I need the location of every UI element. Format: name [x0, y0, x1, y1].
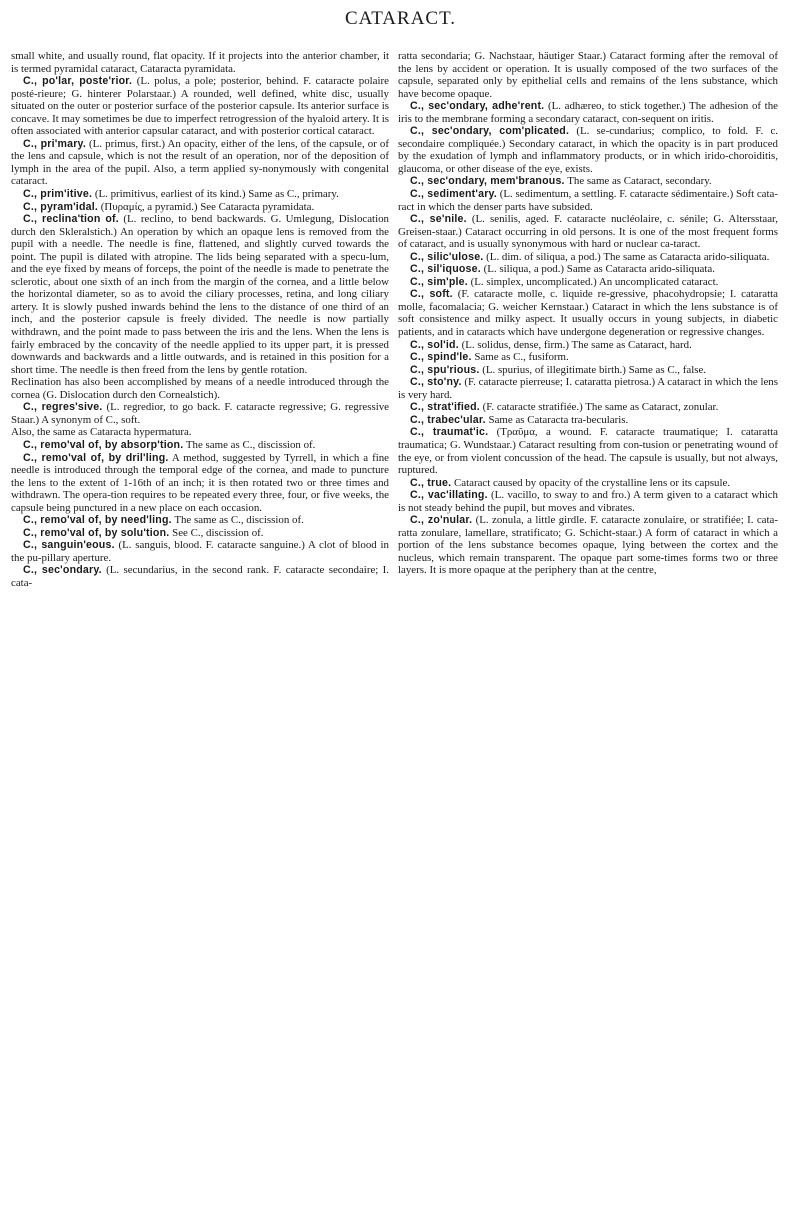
entry-text: (L. primitivus, earliest of its kind.) Same as C., primary. — [94, 188, 339, 201]
entry-headword: C., spind'le. — [410, 351, 472, 364]
right-column — [398, 50, 778, 1225]
entry-text: (L. reclino, to bend backwards. G. Umlegung, Dislocation durch den Skleralstich.) An operation by which an opaque lens is removed from the pupil with a needle. The needle is fine, flattened, and slightly curved towards the point. The pupil is dilated with atropine. The lids being separated with a specu-lum, and the eye fixed by means of forceps, the point of the needle is made to penetrate the sclerotic, about one sixth of an inch from the margin of the cornea, and a little below the horizontal diameter, so as to avoid the ciliary processes, retina, and long ciliary artery. It is slowly pushed inwards behind the lens to the distance of one third of an inch, and the posterior capsule is freely divided. The needle is now partially withdrawn, and the point made to pass between the iris and the lens. When the lens is fairly embraced by the concavity of the needle applied to its upper part, it is pressed downwards and backwards and a little outwards, and is retained in this position for a short time. The needle is then freed from the lens by gentle rotation. — [11, 213, 389, 376]
dictionary-entry — [398, 188, 778, 213]
dictionary-entry — [11, 213, 389, 376]
entry-text: (Πυραμίς, a pyramid.) See Cataracta pyramidata. — [100, 200, 315, 213]
dictionary-entry — [11, 564, 389, 589]
entry-text: Reclination has also been accomplished by means of a needle introduced through the cornea (G. Dislocation durch den Cornealstich). — [11, 376, 389, 401]
entry-headword: C., spu'rious. — [410, 363, 480, 376]
dictionary-entry — [398, 364, 778, 377]
entry-text: (L. siliqua, a pod.) Same as Cataracta arido-siliquata. — [483, 263, 715, 276]
entry-headword: C., reclina'tion of. — [23, 213, 119, 226]
dictionary-entry — [398, 351, 778, 364]
entry-text: The same as C., discission of. — [174, 514, 304, 527]
entry-headword: C., sil'iquose. — [410, 263, 481, 276]
entry-headword: C., sanguin'eous. — [23, 539, 115, 552]
dictionary-entry — [398, 514, 778, 577]
entry-headword: C., trabec'ular. — [410, 413, 486, 426]
entry-headword: C., remo'val of, by solu'tion. — [23, 526, 170, 539]
entry-text: The same as C., discission of. — [185, 438, 316, 451]
dictionary-entry — [398, 489, 778, 514]
entry-headword: C., silic'ulose. — [410, 250, 484, 263]
entry-text: (L. regredior, to go back. F. cataracte regressive; G. regressive Staar.) A synonym of C., soft. — [11, 401, 389, 426]
dictionary-entry — [398, 426, 778, 476]
entry-text: See C., discission of. — [172, 526, 264, 539]
entry-text: Same as C., fusiform. — [474, 351, 569, 364]
dictionary-entry — [398, 376, 778, 401]
dictionary-entry — [398, 477, 778, 490]
dictionary-entry — [11, 75, 389, 138]
entry-text: small white, and usually round, flat opacity. If it projects into the anterior chamber, it is termed pyramidal cataract, Cataracta pyramidata. — [11, 50, 389, 75]
entry-text: (L. adhæreo, to stick together.) The adhesion of the iris to the membrane forming a secondary cataract, con-sequent on iritis. — [398, 100, 778, 125]
entry-headword: C., remo'val of, by dril'ling. — [23, 451, 169, 464]
entry-text: (L. simplex, uncomplicated.) An uncomplicated cataract. — [470, 275, 719, 288]
entry-text: A method, suggested by Tyrrell, in which a fine needle is introduced through the temporal edge of the cornea, and made to puncture the lens to the extent of 1-16th of an inch; it is then rotated two or three times and withdrawn. The opera-tion requires to be repeated every three, four, or five weeks, the capsule being punctured in a new place on each occasion. — [11, 451, 389, 514]
entry-text: (F. cataracte molle, c. liquide re-gressive, phacohydropsie; I. cataratta molle, facomalacia; G. weicher Kernstaar.) Cataract in which the lens substance is of soft consistence and milky aspect. It usually occurs in young subjects, in diabetic patients, and in cataracts which have undergone degeneration or regressive changes. — [398, 288, 778, 339]
dictionary-entry — [398, 175, 778, 188]
entry-headword: C., sto'ny. — [410, 376, 462, 389]
entry-text: (L. solidus, dense, firm.) The same as Cataract, hard. — [461, 338, 692, 351]
dictionary-entry — [11, 188, 389, 201]
entry-text: (F. cataracte stratifiée.) The same as Cataract, zonular. — [482, 401, 719, 414]
entry-text: (F. cataracte pierreuse; I. cataratta pietrosa.) A cataract in which the lens is very hard. — [398, 376, 778, 401]
dictionary-entry — [11, 539, 389, 564]
dictionary-entry — [398, 276, 778, 289]
entry-headword: C., sec'ondary. — [23, 564, 102, 577]
dictionary-entry — [398, 213, 778, 251]
entry-headword: C., sec'ondary, mem'branous. — [410, 175, 565, 188]
entry-text: (L. secundarius, in the second rank. F. cataracte secondaire; I. cata- — [11, 564, 389, 589]
entry-text: (L. vacillo, to sway to and fro.) A term given to a cataract which is not steady behind the pupil, but moves and vibrates. — [398, 489, 778, 514]
dictionary-entry — [398, 50, 778, 100]
dictionary-entry — [398, 263, 778, 276]
dictionary-entry — [398, 401, 778, 414]
entry-headword: C., se'nile. — [410, 213, 467, 226]
dictionary-entry — [11, 50, 389, 75]
dictionary-entry — [398, 125, 778, 175]
dictionary-entry — [11, 201, 389, 214]
entry-text: (L. sanguis, blood. F. cataracte sanguine.) A clot of blood in the pu-pillary aperture. — [11, 539, 389, 564]
dictionary-entry — [11, 514, 389, 527]
entry-text: Same as Cataracta tra-becularis. — [488, 413, 629, 426]
entry-text: (L. spurius, of illegitimate birth.) Same as C., false. — [482, 363, 707, 376]
dictionary-entry — [11, 138, 389, 188]
dictionary-entry — [398, 288, 778, 338]
dictionary-entry — [398, 100, 778, 125]
entry-text: The same as Cataract, secondary. — [567, 175, 712, 188]
dictionary-entry — [11, 426, 389, 439]
entry-headword: C., zo'nular. — [410, 514, 473, 527]
entry-headword: C., sim'ple. — [410, 275, 468, 288]
page-title: CATARACT. — [344, 8, 457, 29]
entry-text: Also, the same as Cataracta hypermatura. — [11, 426, 192, 439]
entry-headword: C., vac'illating. — [410, 489, 488, 502]
entry-headword: C., remo'val of, by absorp'tion. — [23, 438, 184, 451]
entry-headword: C., sol'id. — [410, 338, 459, 351]
entry-headword: C., remo'val of, by need'ling. — [23, 514, 172, 527]
entry-headword: C., prim'itive. — [23, 188, 93, 201]
entry-text: (L. primus, first.) An opacity, either of the lens, of the capsule, or of the lens and capsule, which is not the result of an operation, nor of the deposition of lymph in the area of the pupil. Also, a term applied sy-nonymously with congenital cataract. — [11, 137, 389, 188]
dictionary-entry — [398, 251, 778, 264]
entry-text: (L. sedimentum, a settling. F. cataracte sédimentaire.) Soft cata-ract in which the denser parts have subsided. — [398, 188, 778, 213]
entry-headword: C., traumat'ic. — [410, 426, 489, 439]
dictionary-entry — [398, 339, 778, 352]
dictionary-entry — [11, 376, 389, 401]
dictionary-entry — [11, 401, 389, 426]
dictionary-entry — [11, 439, 389, 452]
entry-text: (L. polus, a pole; posterior, behind. F. cataracte polaire posté-rieure; G. hinterer Polarstaar.) A rounded, well defined, white disc, usually situated on the outer or posterior surface of the posterior capsule. Its anterior surface is concave. It may sometimes be due to imperfect retrogression of the hyaloid artery. It is often associated with anterior capsular cataract, and with posterior cortical cataract. — [11, 75, 389, 138]
dictionary-entry — [398, 414, 778, 427]
entry-text: (L. se-cundarius; complico, to fold. F. c. secondaire compliquée.) Secondary cataract, in which the opacity is in part produced by the exudation of lymph and inflammatory products, or in which irido-choroiditis, glaucoma, or other disease of the eye, exists. — [398, 125, 778, 175]
entry-text: (L. zonula, a little girdle. F. cataracte zonulaire, or stratifiée; I. cata-ratta zonulare, lamellare, stratificato; G. Schicht-staar.) A form of cataract in which a portion of the lens substance becomes opaque, lying between the cortex and the nucleus, which remain transparent. The opaque part some-times forms two or three layers. It is more opaque at the periphery than at the centre, — [398, 514, 778, 577]
entry-headword: C., sec'ondary, adhe'rent. — [410, 100, 545, 113]
dictionary-entry — [11, 452, 389, 515]
entry-headword: C., regres'sive. — [23, 401, 103, 414]
entry-headword: C., sediment'ary. — [410, 188, 497, 201]
dictionary-entry — [11, 527, 389, 540]
entry-text: (L. senilis, aged. F. cataracte nucléolaire, c. sénile; G. Altersstaar, Greisen-staar.) Cataract occurring in old persons. It is one of the most frequent forms of cataract, and is usually synonymous with hard or nuclear ca-taract. — [398, 213, 778, 251]
entry-headword: C., po'lar, poste'rior. — [23, 75, 133, 88]
entry-text: (Τραῦμα, a wound. F. cataracte traumatique; I. cataratta traumatica; G. Wundstaar.) Cataract resulting from con-tusion or penetrating wound of the eye, or from violent concussion of the head. The capsule is usually, but not always, ruptured. — [398, 426, 778, 477]
entry-headword: C., sec'ondary, com'plicated. — [410, 125, 570, 138]
entry-headword: C., pri'mary. — [23, 137, 86, 150]
entry-text: ratta secondaria; G. Nachstaar, häutiger Staar.) Cataract forming after the removal of the lens by accident or operation. It is usually composed of the two surfaces of the capsule, separated only by epithelial cells and remains of the lens substance, which have become opaque. — [398, 50, 778, 100]
entry-text: (L. dim. of siliqua, a pod.) The same as Cataracta arido-siliquata. — [486, 250, 770, 263]
entry-text: Cataract caused by opacity of the crystalline lens or its capsule. — [453, 476, 731, 489]
entry-headword: C., true. — [410, 476, 452, 489]
entry-headword: C., pyram'idal. — [23, 200, 98, 213]
left-column — [11, 50, 389, 1225]
entry-headword: C., strat'ified. — [410, 401, 480, 414]
entry-headword: C., soft. — [410, 288, 453, 301]
